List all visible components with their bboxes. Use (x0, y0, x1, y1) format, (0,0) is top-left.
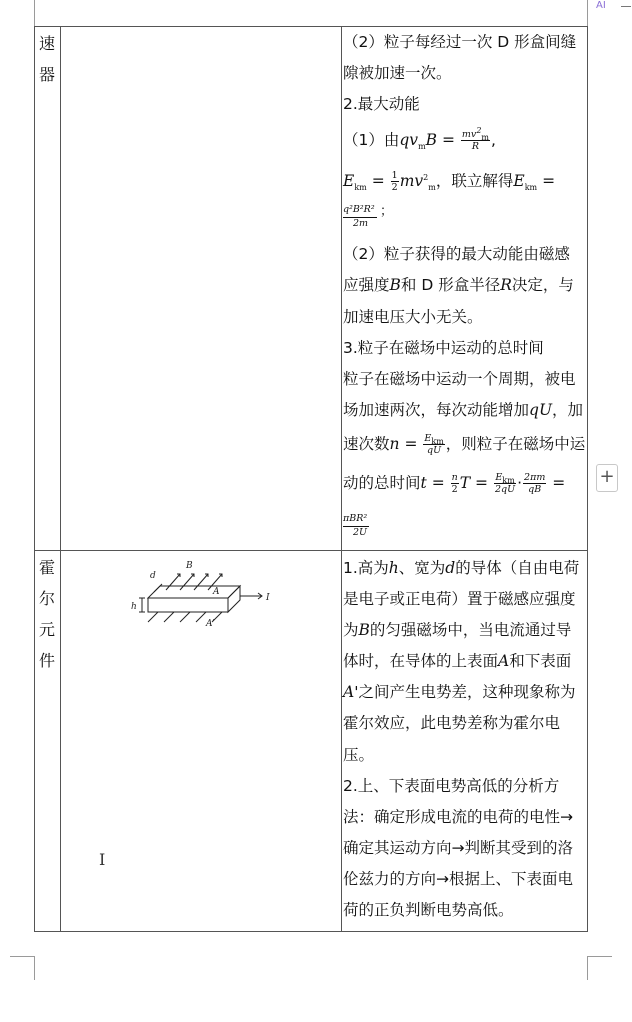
content-line: ，加 (552, 401, 584, 419)
content-line-qU (343, 395, 583, 426)
table-border-left (34, 26, 35, 932)
fig-label-B: B (186, 561, 193, 571)
fig-label-A: A (213, 587, 220, 597)
frac-den: 2m (353, 218, 369, 229)
frac-den: qB (528, 484, 542, 495)
content-line-A (343, 646, 571, 677)
content-line-t: 动的总时间t = $\frac{n}{2}$ T = $\frac{E_{km}}{2qU}$ · $\frac{2\pi m}{qB}$ = (343, 472, 566, 495)
crop-mark-bottom-left-v (34, 956, 35, 980)
frac-den: 2 (391, 182, 398, 193)
content-line-B-R (343, 270, 574, 301)
content-line: （2）粒子每经过一次 D 形盒间缝 (343, 33, 577, 51)
add-block-button[interactable]: + (596, 464, 618, 492)
content-line: 荷的正负判断电势高低。 (343, 901, 514, 919)
frac-num: E (424, 433, 432, 444)
content-line: 加速电压大小无关。 (343, 308, 483, 326)
math-A: A (498, 652, 510, 670)
math-eq: = (404, 435, 418, 453)
crop-mark-bottom-left-h (10, 956, 34, 957)
fig-label-d: d (150, 571, 156, 581)
box-front-face (148, 598, 228, 612)
content-line: 的导体（自由电荷 (455, 559, 580, 577)
content-line: 隙被加速一次。 (343, 64, 452, 82)
math-eq: = (431, 474, 445, 492)
math-eq: = (475, 474, 489, 492)
math-R: R (500, 276, 512, 294)
row-label-hall-element: 霍 尔 元 件 (39, 558, 56, 670)
math-eq: = (371, 172, 385, 190)
frac-den: 2qU (494, 484, 516, 495)
fraction-piBR2-2U (343, 513, 369, 539)
frac-num: q²B²R² (343, 204, 377, 218)
content-line: 为 (343, 621, 359, 639)
row-label-accelerator: 速 器 (39, 34, 56, 84)
crop-mark-top-right-v (587, 0, 588, 26)
fraction-n-2 (451, 472, 459, 495)
frac-num: n (451, 472, 458, 483)
content-line-hd (343, 553, 579, 584)
math-T: T (459, 474, 471, 492)
fraction-mv2-over-R: $\frac{mv^2_m}{R}$ (461, 125, 489, 152)
math-B: B (389, 276, 401, 294)
math-eq: = (552, 474, 566, 492)
content-line-A-prime (343, 677, 575, 708)
fraction-Ekm-2qU (494, 472, 516, 495)
math-E: E (343, 172, 355, 190)
content-line: 1.高为 (343, 559, 389, 577)
frac-num-sub: m (481, 132, 489, 142)
content-line: 粒子在磁场中运动一个周期，被电 (343, 370, 576, 388)
content-line: 伦兹力的方向→根据上、下表面电 (343, 870, 573, 888)
content-line: 的匀强磁场中，当电流通过导 (369, 621, 572, 639)
content-line: 3.粒子在磁场中运动的总时间 (343, 339, 544, 357)
table-border-col2 (341, 26, 342, 932)
content-line: ，联立解得 (435, 172, 514, 190)
content-line: ，则粒子在磁场中运 (445, 435, 586, 453)
fig-label-h: h (131, 602, 137, 612)
content-line: 体时，在导体的上表面 (343, 652, 499, 670)
math-h: h (388, 559, 399, 577)
frac-den: 2U (353, 527, 368, 538)
math-mv: mv (399, 172, 424, 190)
math-eq: = (441, 131, 455, 149)
fraction-2pim-qB (523, 472, 546, 495)
frac-den: 2 (451, 484, 458, 495)
content-line: （2）粒子获得的最大动能由磁感 (343, 245, 570, 263)
content-line: 动的总时间 (343, 474, 421, 492)
frac-den: qU (427, 445, 442, 456)
math-sub-km: km (524, 183, 538, 193)
crop-mark-bottom-right-v (587, 956, 588, 980)
frac-den: R (471, 141, 480, 152)
content-line: 是电子或正电荷）置于磁感应强度 (343, 590, 576, 608)
content-line: 2.上、下表面电势高低的分析方 (343, 777, 560, 795)
fig-label-I: I (266, 593, 270, 603)
content-line-n (343, 429, 585, 460)
math-E: E (513, 172, 525, 190)
math-A: A (343, 683, 355, 701)
table-border-right (587, 26, 588, 932)
frac-num: 2πm (524, 472, 546, 483)
fraction-ek-result (343, 204, 377, 230)
formula-line-Ekm: $E_{km}$ = $\frac{1}{2}$ $mv^2_m$，联立解得$E_{km}$ = (343, 170, 556, 193)
content-line: 应强度 (343, 276, 390, 294)
table-border-col1 (60, 26, 61, 932)
fraction-half (391, 170, 399, 193)
math-sub-m: m (418, 142, 426, 152)
box-top-face (148, 586, 240, 598)
math-qv: qv (399, 131, 419, 149)
content-line: 霍尔效应，此电势差称为霍尔电 (343, 714, 561, 732)
crop-mark-top-left-v (34, 0, 35, 26)
frac-num-sub: km (502, 475, 515, 485)
math-sub-m: m (428, 183, 436, 193)
content-line: '之间产生电势差，这种现象称为 (354, 683, 576, 701)
math-B: B (425, 131, 438, 149)
box-side-face (228, 586, 240, 612)
content-line: （1）由 (343, 131, 400, 149)
frac-num: mv (461, 129, 477, 140)
math-n: n (389, 435, 400, 453)
content-line: 和下表面 (509, 652, 572, 670)
content-line: 压。 (343, 746, 375, 764)
content-line: 、宽为 (398, 559, 446, 577)
frac-num: E (495, 472, 503, 483)
math-qU: qU (529, 401, 553, 419)
math-B: B (358, 621, 370, 639)
hall-element-figure (128, 556, 278, 628)
table-border-bottom (34, 931, 588, 932)
crop-mark-bottom-right-h (588, 956, 612, 957)
content-line-B (343, 615, 571, 646)
content-line: 速次数 (343, 435, 390, 453)
content-line: ； (380, 204, 394, 219)
table-row-divider (34, 550, 588, 551)
content-line: 2.最大动能 (343, 95, 420, 113)
math-eq: = (542, 172, 556, 190)
content-line: 法：确定形成电流的电荷的电性→ (343, 808, 573, 826)
fraction-Ekm-qU (423, 433, 444, 456)
math-sub-km: km (354, 183, 367, 193)
frac-num: πBR² (343, 513, 369, 527)
text-cursor-icon: I (99, 850, 106, 869)
formula-line-qvB: （1）由$qv_mB$ = $\frac{mv^2_m}{R}$ , (343, 125, 496, 152)
ai-assistant-button[interactable]: AI (596, 0, 606, 11)
content-line: 确定其运动方向→判断其受到的洛 (343, 839, 573, 857)
content-line: 场加速两次，每次动能增加 (343, 401, 530, 419)
content-line: 和 D 形盒半径 (400, 276, 501, 294)
minimize-icon[interactable] (621, 6, 631, 7)
frac-num: 1 (391, 170, 398, 181)
math-d: d (445, 559, 456, 577)
fig-label-A-prime: A′ (206, 619, 215, 628)
frac-num-sub: km (431, 436, 444, 446)
math-t: t (420, 474, 427, 492)
content-line: 决定，与 (511, 276, 574, 294)
